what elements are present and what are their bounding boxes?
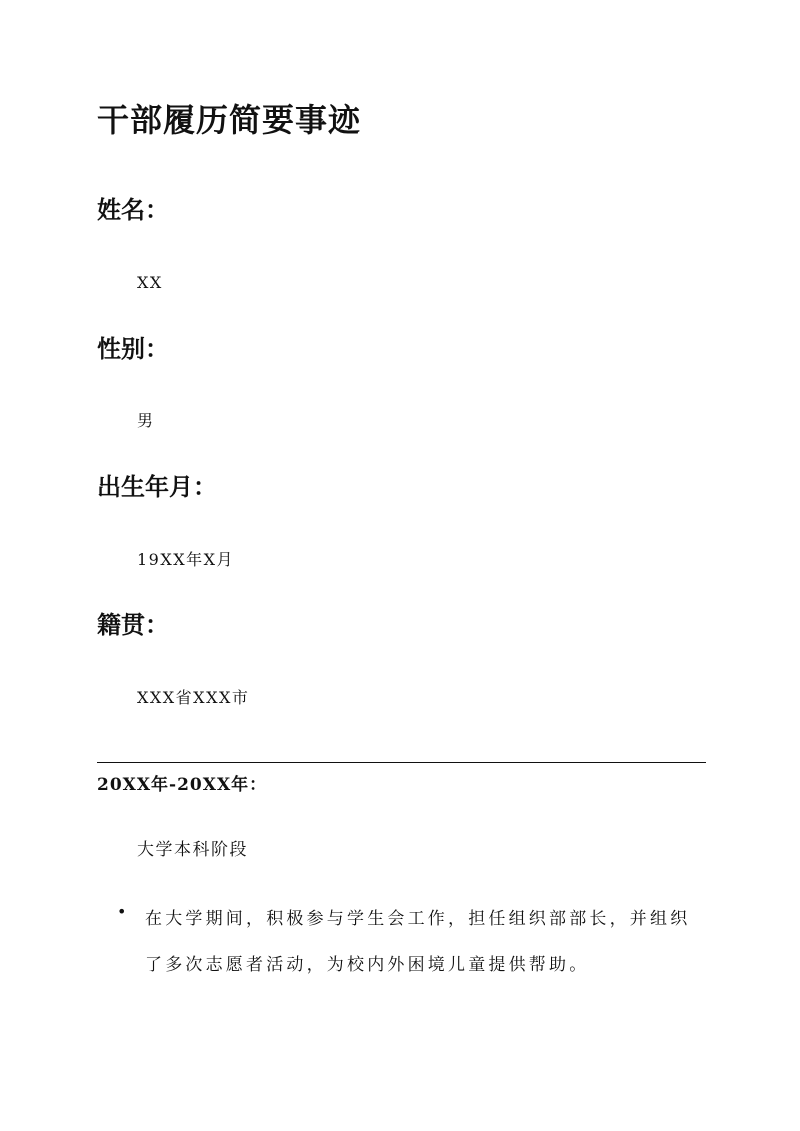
field-value-birth: 19XX年X月 [137,550,235,569]
list-item-text: 在大学期间，积极参与学生会工作，担任组织部部长，并组织了多次志愿者活动，为校内外困境儿童提供帮助。 [145,909,691,975]
field-label-hometown: 籍贯： [97,610,169,639]
section-divider [97,762,706,763]
bullet-icon: • [117,902,127,921]
period-label: 20XX年-20XX年： [97,775,268,795]
field-label-gender: 性别： [97,334,169,363]
field-value-name: XX [137,273,163,292]
field-label-birth: 出生年月： [97,472,217,501]
stage-label: 大学本科阶段 [137,840,248,860]
page-title: 干部履历简要事迹 [97,101,362,139]
field-value-hometown: XXX省XXX市 [137,688,250,707]
field-label-name: 姓名： [97,195,169,224]
field-value-gender: 男 [137,411,155,430]
